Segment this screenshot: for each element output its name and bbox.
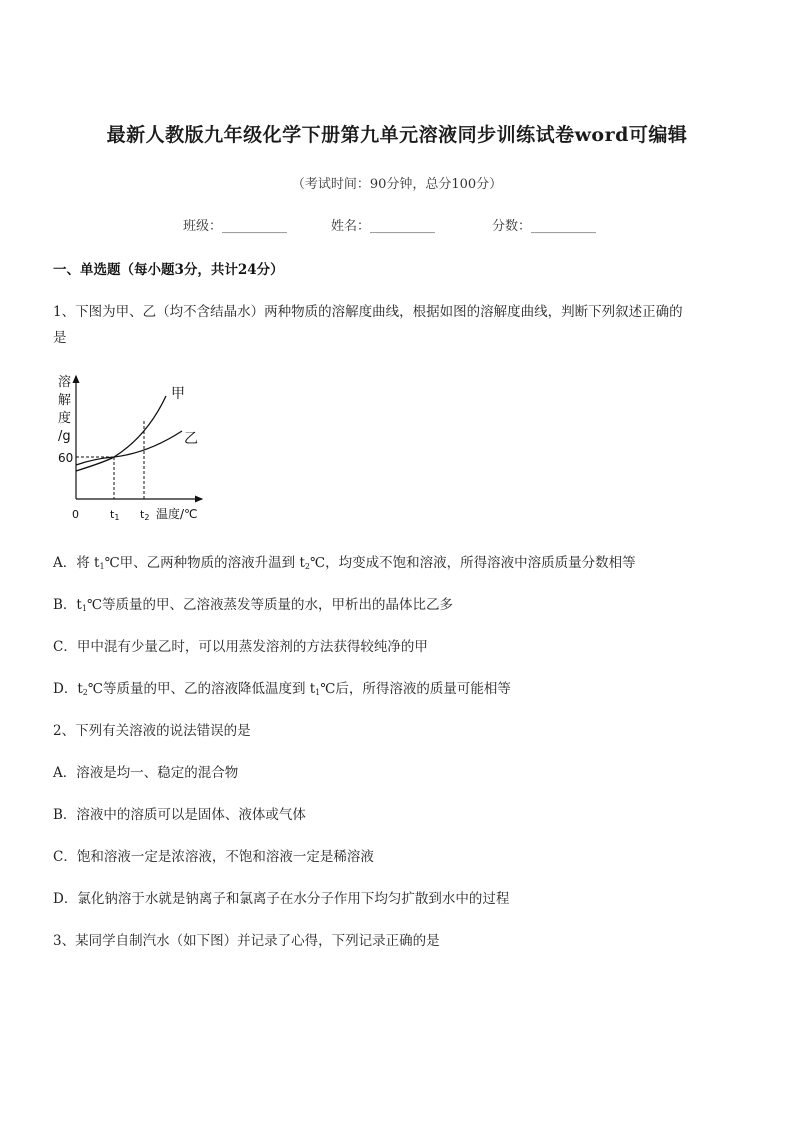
- y-label-char-1: 溶: [58, 375, 72, 390]
- q1-option-b[interactable]: B．$t_1℃$等质量的甲、乙溶液蒸发等质量的水，甲析出的晶体比乙多: [53, 597, 454, 613]
- section-heading-single-choice: 一、单选题（每小题3分，共计24分）: [53, 262, 284, 278]
- page-title: 最新人教版九年级化学下册第九单元溶液同步训练试卷word可编辑: [106, 124, 688, 146]
- q2-stem: 2、下列有关溶液的说法错误的是: [53, 723, 251, 739]
- y-label-char-3: 度: [58, 411, 72, 426]
- curve-yi: [76, 431, 182, 465]
- score-blank: __________: [531, 219, 597, 234]
- y-label-char-2: 解: [58, 393, 72, 408]
- class-field[interactable]: [183, 215, 287, 234]
- y-tick-60: 60: [58, 451, 74, 465]
- q2-option-b[interactable]: B．溶液中的溶质可以是固体、液体或气体: [53, 807, 306, 823]
- q2-option-c[interactable]: C．饱和溶液一定是浓溶液，不饱和溶液一定是稀溶液: [53, 849, 374, 865]
- curve-jia: [76, 396, 166, 471]
- class-blank: __________: [222, 219, 288, 234]
- q1-stem-line1: 1、下图为甲、乙（均不含结晶水）两种物质的溶解度曲线，根据如图的溶解度曲线，判断下列叙述正确的: [53, 304, 683, 320]
- q1-option-d[interactable]: D．$t_2℃$等质量的甲、乙的溶液降低温度到 $t_1℃$后，所得溶液的质量可能相等: [53, 681, 511, 697]
- name-field[interactable]: [331, 215, 435, 234]
- name-label: 姓名：: [331, 219, 371, 234]
- x-axis-label: 温度/℃: [156, 507, 198, 521]
- y-label-char-4: /g: [58, 429, 71, 444]
- q1-option-c[interactable]: C．甲中混有少量乙时，可以用蒸发溶剂的方法获得较纯净的甲: [53, 639, 428, 655]
- score-field[interactable]: [492, 215, 596, 234]
- q2-option-d[interactable]: D．氯化钠溶于水就是钠离子和氯离子在水分子作用下均匀扩散到水中的过程: [53, 891, 510, 907]
- q3-stem: 3、某同学自制汽水（如下图）并记录了心得，下列记录正确的是: [53, 933, 440, 949]
- origin-label: 0: [72, 508, 79, 521]
- x-tick-t1: t1: [110, 508, 120, 522]
- q1-option-a[interactable]: A．将 $t_1℃$甲、乙两种物质的溶液升温到 $t_2℃$，均变成不饱和溶液，所得溶液中溶质质量分数相等: [53, 555, 636, 571]
- curve-jia-label: 甲: [171, 386, 185, 402]
- name-blank: __________: [370, 219, 436, 234]
- score-label: 分数：: [492, 219, 532, 234]
- q2-option-a[interactable]: A．溶液是均一、稳定的混合物: [53, 765, 239, 781]
- class-label: 班级：: [183, 219, 223, 234]
- q1-stem-line2: 是: [53, 330, 67, 346]
- curve-yi-label: 乙: [184, 431, 198, 447]
- solubility-curve-graph: [50, 368, 220, 528]
- x-tick-t2: t2: [140, 508, 150, 522]
- exam-info: （考试时间：90分钟，总分100分）: [291, 177, 503, 192]
